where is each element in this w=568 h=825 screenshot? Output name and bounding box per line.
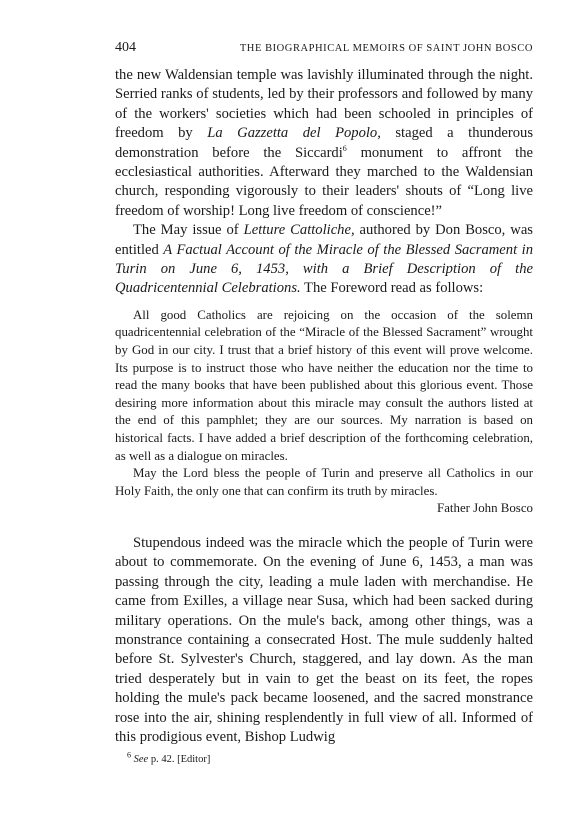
body-text-2 xyxy=(115,534,533,747)
footnote xyxy=(115,750,533,766)
footnote-mark: 6 xyxy=(127,750,131,760)
book-title: A Factual Account of the Miracle of the Blessed Sacrament in Turin on June 6, 1453, with a Brief Description of the Quadricentennial Celebrations. xyxy=(115,241,533,297)
paragraph-3: Stupendous indeed was the miracle which the people of Turin were about to commemorate. On the evening of June 6, 1453, a man was passing through the city, leading a mule laden with merchandise. He came from Exilles, a village near Susa, which had been sacked during military operations. On the mule's back, among other things, was a monstrance containing a consecrated Host. The mule suddenly halted before St. Sylvester's Church, staggered, and lay down. As the man tried desperately but in vain to get the beast on its feet, the ropes holding the mule's pack became loosened, and the sacred monstrance rose into the air, shining resplendently in full view of all. Informed of this prodigious event, Bishop Ludwig xyxy=(115,535,533,746)
signature: Father John Bosco xyxy=(437,501,533,516)
paragraph-1: the new Waldensian temple was lavishly illuminated through the night. Serried ranks of students, led by their professors and followed by many of the workers' societies which had been schooled in principles of freedom by La Gazzetta del Popolo, staged a thunderous demonstration before the Siccardi$^6$ monument to affront the ecclesiastical authorities. Afterward they marched to the Waldensian church, responding vigorously to their leaders' shouts of “Long live freedom of worship! Long live freedom of conscience!” xyxy=(115,67,533,219)
quote-paragraph-1: All good Catholics are rejoicing on the occasion of the solemn quadricentennial celebration of the “Miracle of the Blessed Sacrament” wrought by God in our city. I trust that a brief history of this event will prove welcome. Its purpose is to instruct those who have neither the education nor the time to read the many books that have been published about this glorious event. Those desiring more information about this miracle may consult the authors listed at the end of this pamphlet; they are our sources. My narration is based on historical facts. I have added a brief description of the forthcoming celebration, as well as a dialogue on miracles. xyxy=(115,307,533,463)
page-number: 404 xyxy=(115,40,136,55)
body-text xyxy=(115,66,533,299)
page-header xyxy=(115,40,533,62)
foreword-quote xyxy=(115,307,533,518)
footnote-text: p. 42. [Editor] xyxy=(148,754,211,766)
book-page xyxy=(115,40,533,765)
periodical-title: Letture Cattoliche, xyxy=(243,222,355,239)
newspaper-title: La Gazzetta del Popolo, xyxy=(207,125,381,142)
footnote-see: See xyxy=(133,754,149,766)
quote-paragraph-2: May the Lord bless the people of Turin and preserve all Catholics in our Holy Faith, the only one that can confirm its truth by miracles. xyxy=(115,466,533,498)
paragraph-2: The May issue of Letture Cattoliche, authored by Don Bosco, was entitled A Factual Account of the Miracle of the Blessed Sacrament in Turin on June 6, 1453, with a Brief Description of the Quadricentennial Celebrations. The Foreword read as follows: xyxy=(115,222,533,297)
running-head: THE BIOGRAPHICAL MEMOIRS OF SAINT JOHN BOSCO xyxy=(239,43,533,54)
footnote-ref: 6 xyxy=(342,143,347,153)
